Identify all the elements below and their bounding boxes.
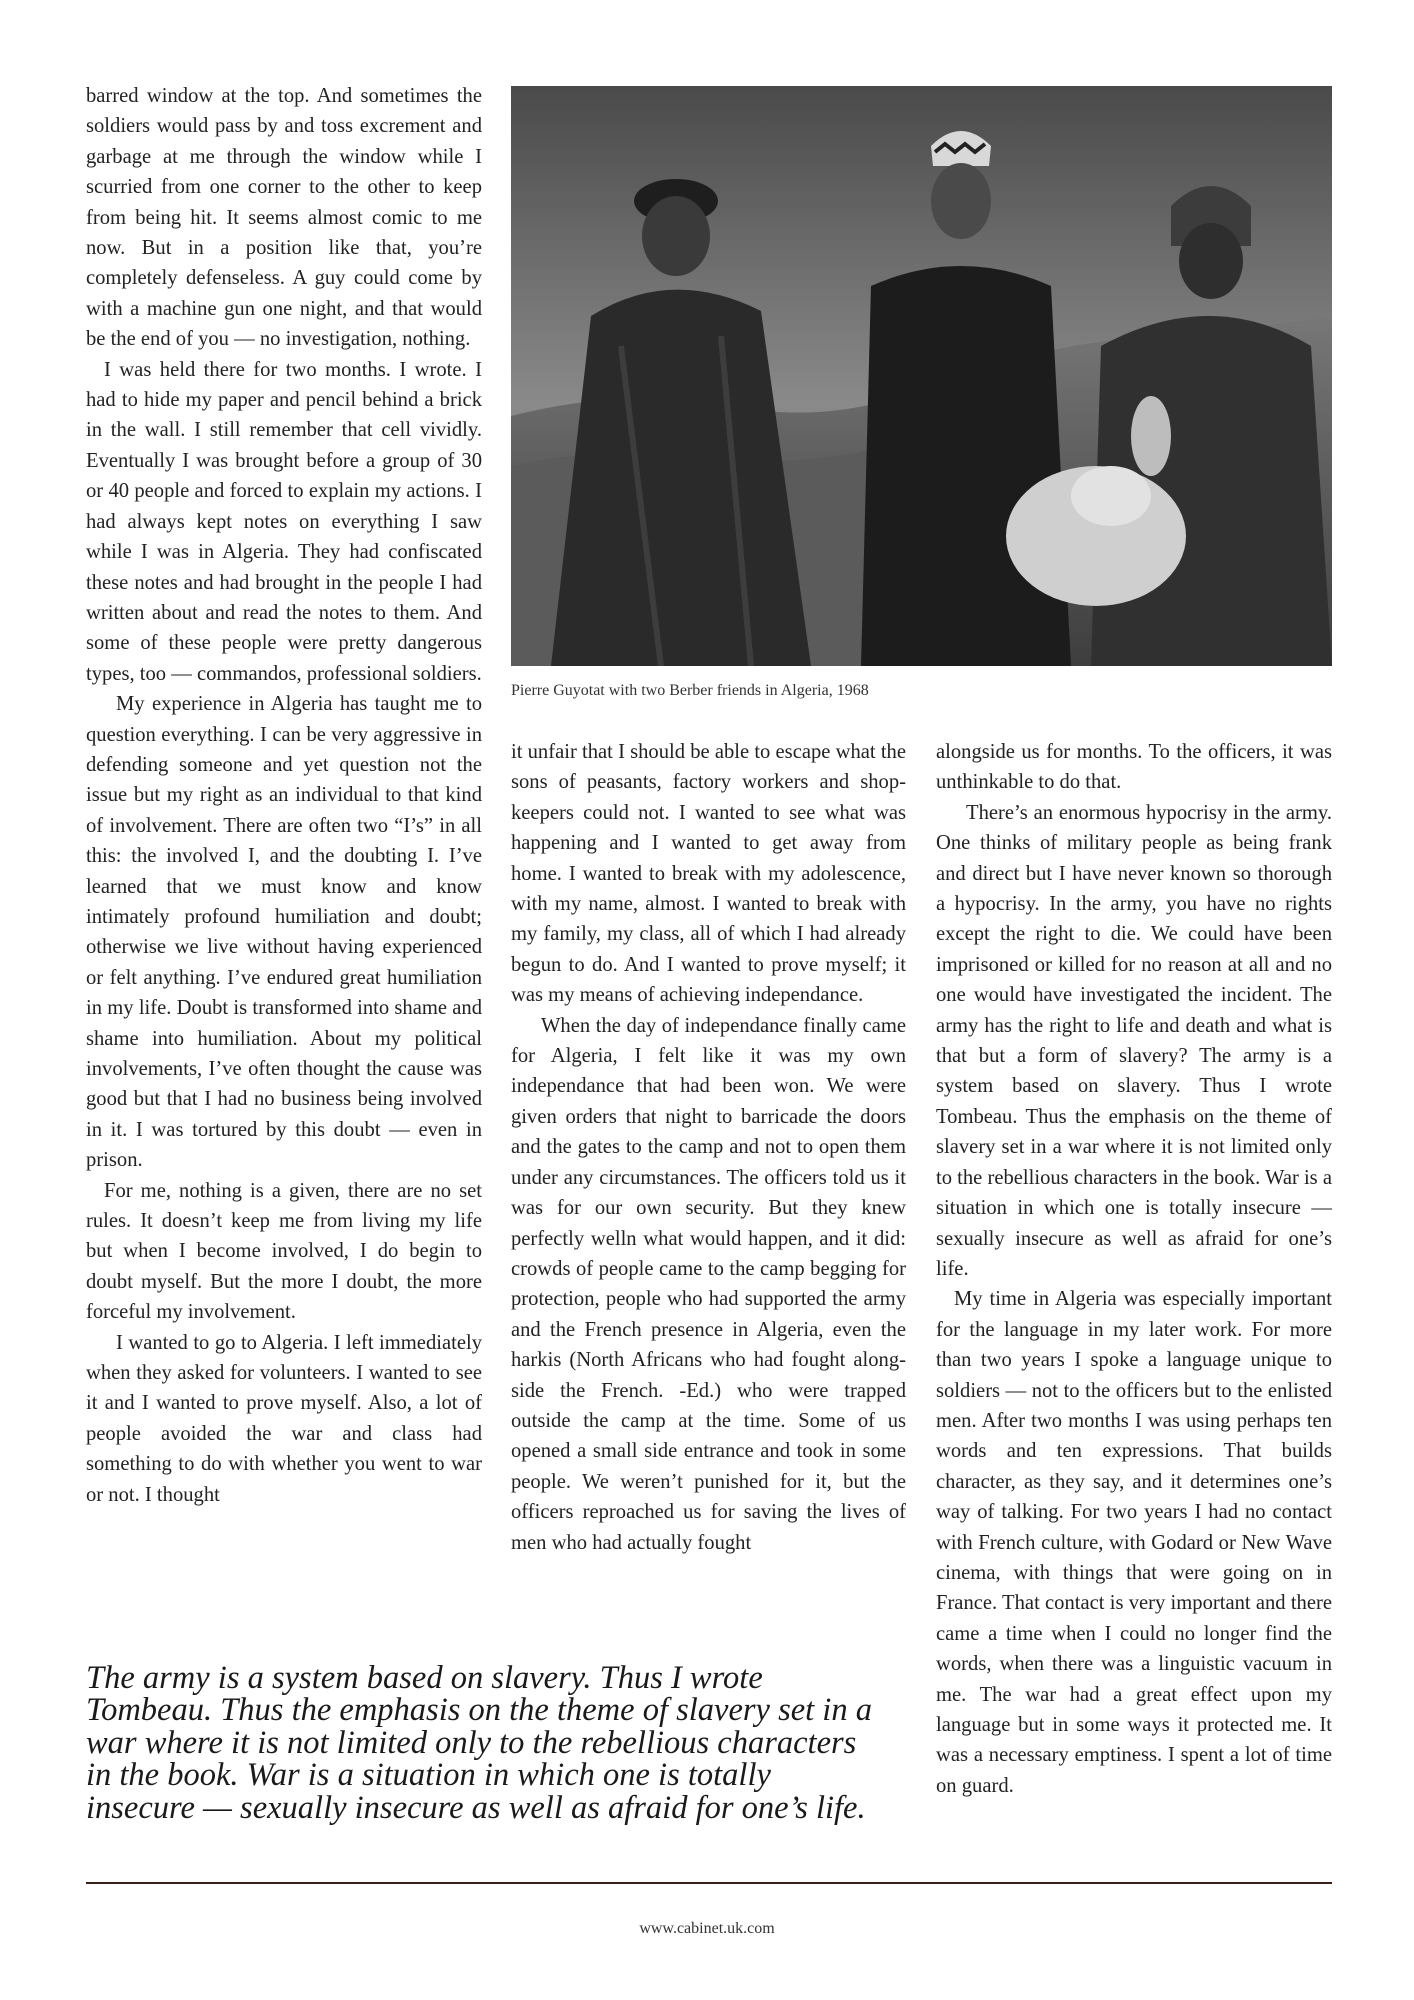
footer-url: www.cabinet.uk.com xyxy=(639,1920,775,1937)
paragraph: When the day of independance finally came for Algeria, I felt like it was my own independance that had been won. We were given orders that night to barricade the doors and the gates to the camp and not to open them under any circumstances. The officers told us it was for our own security. But they knew perfectly welln what would happen, and it did: crowds of people came to the camp begging for protection, people who had supported the army and the French presence in Algeria, even the harkis (North Africans who had fought alongside the French. -Ed.) who were trapped outside the camp at the time. Some of us opened a small side entrance and took in some people. We weren’t punished for it, but the officers reproached us for saving the lives of men who had actually fought xyxy=(511,1014,906,1554)
paragraph: I wanted to go to Algeria. I left immediately when they asked for volunteers. I wanted to see it and I wanted to prove myself. Also, a lot of people avoided the war and class had something to do with whether you went to war or not. I thought xyxy=(86,1331,482,1506)
paragraph: barred window at the top. And sometimes the soldiers would pass by and toss excrement and garbage at me through the window while I scurried from one corner to the other to keep from being hit. It seems almost comic to me now. But in a position like that, you’re completely defenseless. A guy could come by with a machine gun one night, and that would be the end of you — no investigation, nothing. xyxy=(86,85,482,351)
paragraph: For me, nothing is a given, there are no set rules. It doesn’t keep me from living my life but when I become involved, I do begin to doubt myself. But the more I doubt, the more forceful my involvement. xyxy=(86,1179,482,1324)
article-column-2 xyxy=(511,737,906,1558)
paragraph: My time in Algeria was especially important for the language in my later work. For more than two years I spoke a language unique to soldiers — not to the officers but to the enlisted men. After two months I was using perhaps ten words and ten expressions. That builds character, as they say, and it determines one’s way of talking. For two years I had no contact with French culture, with Godard or New Wave cinema, with things that were going on in France. That contact is very important and there came a time when I could no longer find the words, when there was a linguistic vacuum in me. The war had a great effect upon my language but in some ways it protected me. It was a necessary emptiness. I spent a lot of time on guard. xyxy=(936,1288,1332,1797)
photo-illustration xyxy=(511,86,1332,666)
article-column-3 xyxy=(936,737,1332,1801)
footer-divider xyxy=(86,1882,1332,1884)
pull-quote: The army is a system based on slavery. Thus I wrote Tombeau. Thus the emphasis on the theme of slavery set in a war where it is not limited only to the rebellious characters in the book. War is a situation in which one is totally insecure — sexually insecure as well as afraid for one’s life. xyxy=(86,1660,872,1826)
article-column-1 xyxy=(86,81,482,1510)
paragraph: it unfair that I should be able to escape what the sons of peasants, factory workers and shop-keepers could not. I wanted to see what was happening and I wanted to get away from home. I wanted to break with my adolescence, with my name, almost. I wanted to break with my family, my class, all of which I had already begun to do. And I wanted to prove myself; it was my means of achieving independance. xyxy=(511,741,906,1007)
paragraph: alongside us for months. To the officers, it was unthinkable to do that. xyxy=(936,741,1332,794)
photo-caption: Pierre Guyotat with two Berber friends in Algeria, 1968 xyxy=(511,682,869,699)
paragraph: I was held there for two months. I wrote. I had to hide my paper and pencil behind a brick in the wall. I still remember that cell vividly. Eventually I was brought before a group of 30 or 40 people and forced to explain my actions. I had always kept notes on everything I saw while I was in Algeria. They had confiscated these notes and had brought in the people I had written about and read the notes to them. And some of these people were pretty dangerous types, too — commandos, professional soldiers. xyxy=(86,358,482,685)
photo-guyotat-berber-friends xyxy=(511,86,1332,666)
paragraph: There’s an enormous hypocrisy in the army. One thinks of military people as being frank and direct but I have never known so thorough a hypocrisy. In the army, you have no rights except the right to die. We could have been imprisoned or killed for no reason at all and no one would have investigated the incident. The army has the right to life and death and what is that but a form of slavery? The army is a system based on slavery. Thus I wrote Tombeau. Thus the emphasis on the theme of slavery set in a war where it is not limited only to the rebellious characters in the book. War is a situation in which one is totally insecure — sexually insecure as well as afraid for one’s life. xyxy=(936,801,1332,1280)
paragraph: My experience in Algeria has taught me to question everything. I can be very aggressive in defending someone and yet question not the issue but my right as an individual to that kind of involvement. There are often two “I’s” in all this: the involved I, and the doubting I. I’ve learned that we must know and know intimately profound humiliation and doubt; otherwise we live without having experienced or felt anything. I’ve endured great humiliation in my life. Doubt is transformed into shame and shame into humiliation. About my political involvements, I’ve often thought the cause was good but that I had no business being involved in it. I was tortured by this doubt — even in prison. xyxy=(86,693,482,1172)
